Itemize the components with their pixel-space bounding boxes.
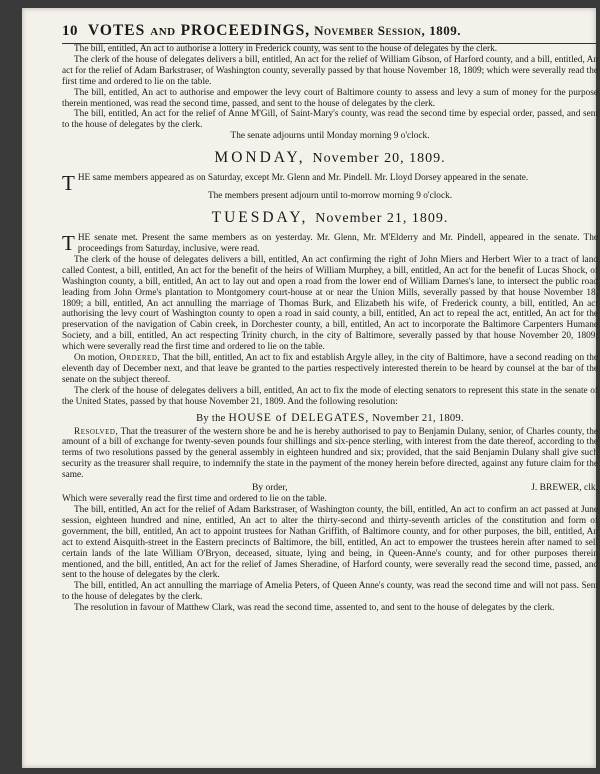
day-heading-tuesday <box>62 209 598 227</box>
paragraph: Which were severally read the first time and ordered to lie on the table. <box>62 494 327 505</box>
paragraph-text: HE senate met. Present the same members as on yesterday. Mr. Glenn, Mr. M'Elderry and Mr. Pindell, appeared in the senate. The proceedings from Saturday, inclusive, were read. <box>77 233 598 254</box>
day-name: MONDAY, <box>214 149 306 167</box>
document-page <box>22 8 599 768</box>
header-proceedings: PROCEEDINGS, <box>180 22 311 39</box>
clerk-signature: J. BREWER, clk. <box>531 483 598 494</box>
paragraph: The clerk of the house of delegates delivers a bill, entitled, An act confirming the right of John Miers and Herbert Wier to a tract of land called Contest, a bill, entitled, An act for the benefit of the heirs of William Murphey, a bill, entitled, An act for the benefit of Lucas Shock, of Washington county, a bill, entitled, An act to lay out and open a road from the lower end of William Darnes's lane, to intersect the public road leading from John Orme's plantation to Montgomery court-house at or near the Union Mills, severally passed by that house November 18, 1809; a bill, entitled, An act annulling the marriage of Thomas Burk, and Elizabeth his wife, of Frederick county, a bill, entitled, An act authorising the levy court of Washington county to open a road in said county, a bill, entitled, An act to repeal the act, entitled, An act for the preservation of the navigation of Cabin creek, in Dorchester county, a bill, entitled, An act to incorporate the Baltimore Carpenters Humane Society, and a bill, entitled, An act respecting Trinity church, in the city of Baltimore, severally passed by that house November 20, 1809; which were severally read the first time and ordered to lie on the table. <box>62 254 598 353</box>
paragraph-text: HE same members appeared as on Saturday, except Mr. Glenn and Mr. Pindell. Mr. Lloyd Dorsey appeared in the senate. <box>77 173 529 184</box>
paragraph: The bill, entitled, An act for the relief of Anne M'Gill, of Saint-Mary's county, was read the second time by especial order, passed, and sent to the house of delegates by the clerk. <box>62 109 598 131</box>
paragraph: The bill, entitled, An act for the relief of Adam Barkstraser, of Washington county, the bill, entitled, An act to confirm an act passed at June session, eighteen hundred and nine, entitled, An act to alter the thirty-second and thirty-seventh articles of the constitution and form of government, the bill, entitled, An act to appoint trustees for Nathan Griffith, of Baltimore county, and for other purposes, the bill, entitled, An act to extend Aisquith-street in the Eastern precincts of Baltimore, the bill, entitled, An act to empower the trustees herein after named to sell certain lands of the late William O'Bryon, deceased, situate, lying and being, in Queen-Anne's county, and for other purposes therein mentioned, and the bill, entitled, An act for the relief of James Sheradine, of Harford county, were severally read the second time, passed, and sent to the house of delegates by the clerk. <box>62 505 598 581</box>
running-header <box>62 22 598 40</box>
paragraph-text: That the treasurer of the western shore be and he is hereby authorised to pay to Benjamin Dulany, senior, of Charles county, the amount of a bill of exchange for twenty-seven pounds four shillings and six-pence sterling, with interest from the date thereof, according to the terms of two resolutions passed by the general assembly in eighteen hundred and six; provided, that the said Benjamin Dulany shall give such security as the treasurer shall require, to indemnify the state in the payment of the money herein before directed, against any future claim for the same. <box>62 426 598 481</box>
header-session: November Session, <box>314 23 426 38</box>
day-date: November 20, 1809. <box>312 151 446 167</box>
day-heading-monday <box>62 149 598 167</box>
paragraph <box>62 233 598 255</box>
header-and: AND <box>150 26 176 38</box>
paragraph: The bill, entitled, An act to authorise a lottery in Frederick county, was sent to the house of delegates by the clerk. <box>74 44 498 54</box>
paragraph: The clerk of the house of delegates delivers a bill, entitled, An act for the relief of William Gibson, of Harford county, and a bill, entitled, An act for the relief of Adam Barkstraser, of Washington county, severally passed by that house November 18, 1809; which were severally read the first time and ordered to lie on the table. <box>62 54 598 87</box>
header-year: 1809. <box>429 23 462 38</box>
ordered-label: Ordered, <box>119 353 161 364</box>
resolution-house: HOUSE of DELEGATES, <box>228 411 370 424</box>
page-number: 10 <box>62 23 78 39</box>
adjournment-line: The members present adjourn until to-morrow morning 9 o'clock. <box>207 191 453 202</box>
paragraph: The resolution in favour of Matthew Clark, was read the second time, assented to, and sent to the house of delegates by the clerk. <box>74 603 555 614</box>
resolution-by: By the <box>196 412 226 424</box>
paragraph <box>62 171 598 196</box>
adjournment-line: The senate adjourns until Monday morning 9 o'clock. <box>230 131 430 142</box>
day-date: November 21, 1809. <box>315 211 449 227</box>
resolved-label: Resolved, <box>74 426 119 437</box>
paragraph-text: On motion, <box>74 353 117 364</box>
paragraph-text: That the bill, entitled, An act to fix and establish Argyle alley, in the city of Baltimore, have a second reading on the eleventh day of December next, and that leave be granted to the parties respectively interested therein to be heard by counsel at the bar of the senate on the subject thereof. <box>62 353 599 385</box>
by-order: By order, <box>252 483 288 494</box>
day-name: TUESDAY, <box>211 209 309 227</box>
paragraph <box>62 353 598 386</box>
resolution-heading <box>62 412 598 424</box>
page-content <box>62 22 598 614</box>
signature-block <box>62 483 598 494</box>
resolution-text <box>62 427 598 482</box>
drop-cap: T <box>62 231 75 256</box>
paragraph: The bill, entitled, An act to authorise and empower the levy court of Baltimore county to assess and levy a sum of money for the purpose therein mentioned, was read the second time, passed, and sent to the house of delegates by the clerk. <box>62 87 598 109</box>
paragraph: The clerk of the house of delegates delivers a bill, entitled, An act to fix the mode of electing senators to represent this state in the senate of the United States, passed by that house November 21, 1809. And the following resolution: <box>62 385 598 407</box>
resolution-date: November 21, 1809. <box>372 412 464 424</box>
drop-cap: T <box>62 171 75 196</box>
paragraph: The bill, entitled, An act annulling the marriage of Amelia Peters, of Queen Anne's county, was read the second time and will not pass. Sent to the house of delegates by the clerk. <box>62 581 598 603</box>
header-votes: VOTES <box>88 22 146 39</box>
